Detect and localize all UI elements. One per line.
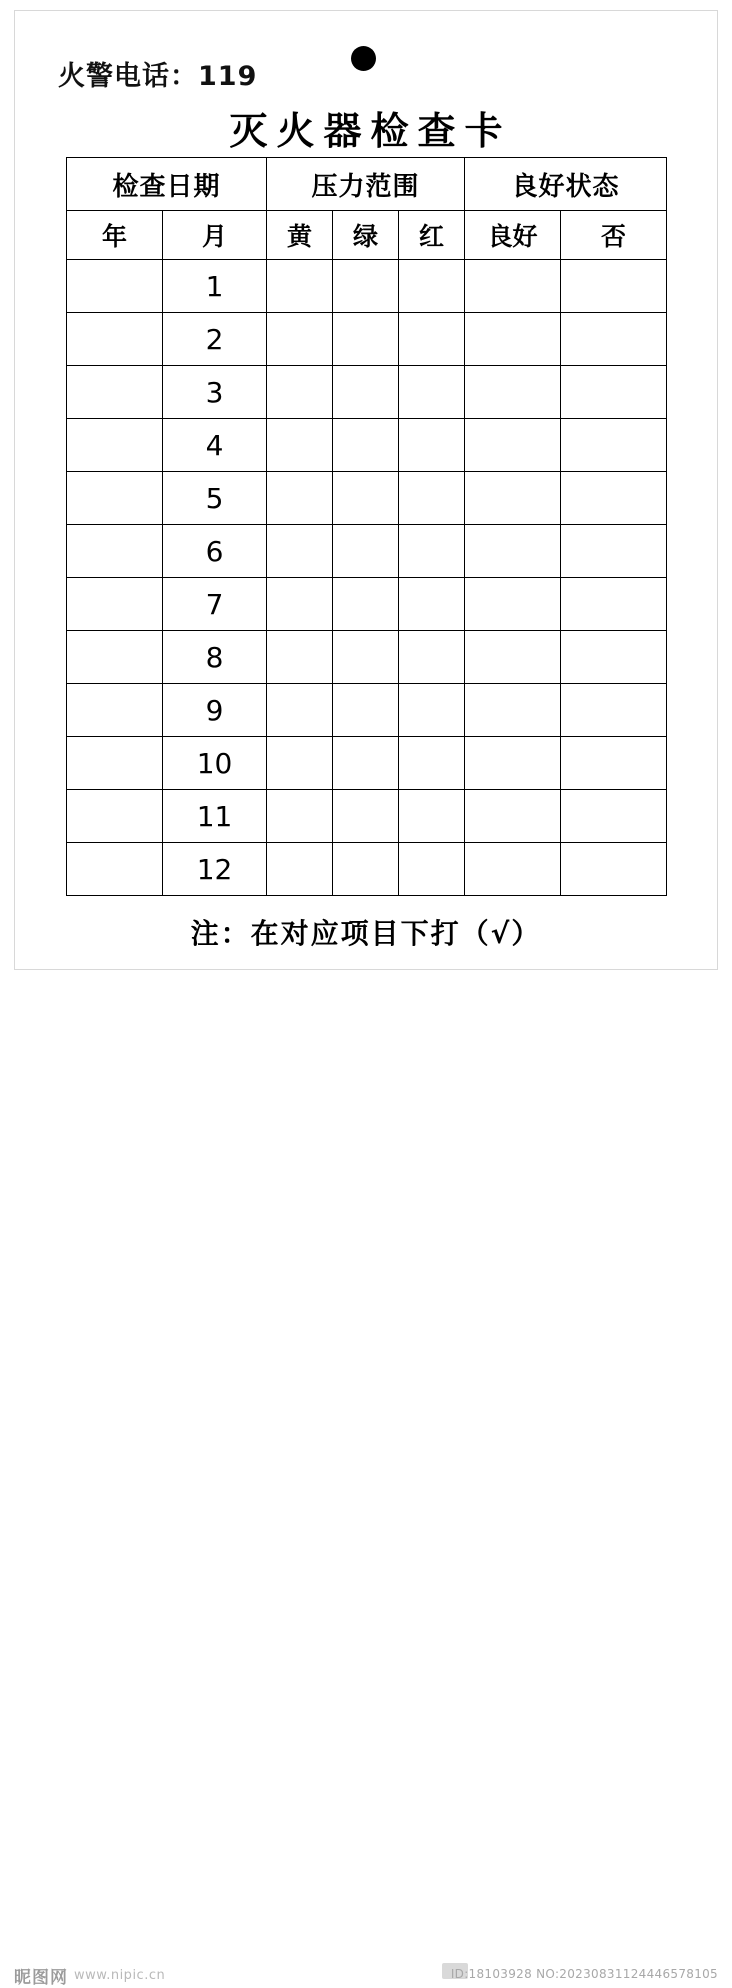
- table-row: [67, 366, 667, 419]
- cell-green[interactable]: [333, 525, 399, 578]
- cell-yellow[interactable]: [267, 419, 333, 472]
- cell-no[interactable]: [561, 631, 667, 684]
- column-header-good: 良好: [465, 211, 561, 260]
- table-row: [67, 419, 667, 472]
- table-row: [67, 631, 667, 684]
- cell-green[interactable]: [333, 790, 399, 843]
- cell-month: 5: [163, 472, 267, 525]
- cell-yellow[interactable]: [267, 313, 333, 366]
- column-header-year: 年: [67, 211, 163, 260]
- cell-yellow[interactable]: [267, 578, 333, 631]
- group-header-inspection-date: 检查日期: [67, 158, 267, 211]
- cell-yellow[interactable]: [267, 843, 333, 896]
- cell-green[interactable]: [333, 260, 399, 313]
- cell-no[interactable]: [561, 737, 667, 790]
- cell-red[interactable]: [399, 525, 465, 578]
- cell-green[interactable]: [333, 737, 399, 790]
- cell-no[interactable]: [561, 472, 667, 525]
- cell-month: 6: [163, 525, 267, 578]
- cell-yellow[interactable]: [267, 790, 333, 843]
- punch-hole-icon: [351, 46, 376, 71]
- column-header-red: 红: [399, 211, 465, 260]
- watermark-brand: [14, 1963, 165, 1988]
- table-row: [67, 843, 667, 896]
- note-text: 注：在对应项目下打（√）: [190, 917, 542, 950]
- cell-year[interactable]: [67, 366, 163, 419]
- cell-month: 1: [163, 260, 267, 313]
- cell-red[interactable]: [399, 631, 465, 684]
- cell-month: 9: [163, 684, 267, 737]
- column-header-yellow: 黄: [267, 211, 333, 260]
- table-row: [67, 260, 667, 313]
- cell-month: 11: [163, 790, 267, 843]
- table-group-header-row: [67, 158, 667, 211]
- cell-green[interactable]: [333, 843, 399, 896]
- cell-year[interactable]: [67, 684, 163, 737]
- cell-red[interactable]: [399, 419, 465, 472]
- cell-no[interactable]: [561, 366, 667, 419]
- cell-good[interactable]: [465, 737, 561, 790]
- cell-month: 10: [163, 737, 267, 790]
- cell-good[interactable]: [465, 631, 561, 684]
- cell-good[interactable]: [465, 684, 561, 737]
- cell-month: 3: [163, 366, 267, 419]
- cell-year[interactable]: [67, 843, 163, 896]
- column-header-no: 否: [561, 211, 667, 260]
- table-row: [67, 578, 667, 631]
- column-header-green: 绿: [333, 211, 399, 260]
- cell-month: 12: [163, 843, 267, 896]
- cell-year[interactable]: [67, 419, 163, 472]
- cell-month: 4: [163, 419, 267, 472]
- cell-no[interactable]: [561, 313, 667, 366]
- cell-green[interactable]: [333, 419, 399, 472]
- cell-year[interactable]: [67, 525, 163, 578]
- cell-year[interactable]: [67, 313, 163, 366]
- cell-good[interactable]: [465, 790, 561, 843]
- group-header-good-status: 良好状态: [465, 158, 667, 211]
- cell-yellow[interactable]: [267, 684, 333, 737]
- cell-month: 7: [163, 578, 267, 631]
- cell-red[interactable]: [399, 684, 465, 737]
- fire-alarm-phone-label: 火警电话：119: [58, 61, 258, 92]
- cell-green[interactable]: [333, 684, 399, 737]
- cell-no[interactable]: [561, 684, 667, 737]
- cell-red[interactable]: [399, 260, 465, 313]
- cell-no[interactable]: [561, 525, 667, 578]
- table-sub-header-row: [67, 211, 667, 260]
- cell-good[interactable]: [465, 313, 561, 366]
- cell-red[interactable]: [399, 843, 465, 896]
- cell-year[interactable]: [67, 260, 163, 313]
- cell-no[interactable]: [561, 843, 667, 896]
- table-row: [67, 525, 667, 578]
- table-row: [67, 790, 667, 843]
- group-header-pressure-range: 压力范围: [267, 158, 465, 211]
- cell-no[interactable]: [561, 260, 667, 313]
- table-row: [67, 313, 667, 366]
- cell-good[interactable]: [465, 419, 561, 472]
- cell-year[interactable]: [67, 737, 163, 790]
- cell-yellow[interactable]: [267, 631, 333, 684]
- cell-red[interactable]: [399, 578, 465, 631]
- watermark-id-text: ID:18103928 NO:20230831124446578105: [450, 1967, 718, 1981]
- table-row: [67, 472, 667, 525]
- cell-green[interactable]: [333, 631, 399, 684]
- cell-green[interactable]: [333, 366, 399, 419]
- page-title: 灭火器检查卡: [229, 109, 512, 153]
- cell-no[interactable]: [561, 419, 667, 472]
- cell-yellow[interactable]: [267, 472, 333, 525]
- cell-green[interactable]: [333, 472, 399, 525]
- cell-month: 2: [163, 313, 267, 366]
- cell-red[interactable]: [399, 737, 465, 790]
- cell-yellow[interactable]: [267, 366, 333, 419]
- watermark-logo: 昵图网: [14, 1968, 68, 1988]
- cell-no[interactable]: [561, 578, 667, 631]
- cell-red[interactable]: [399, 366, 465, 419]
- cell-good[interactable]: [465, 260, 561, 313]
- cell-yellow[interactable]: [267, 260, 333, 313]
- cell-good[interactable]: [465, 472, 561, 525]
- inspection-table: [66, 157, 667, 896]
- column-header-month: 月: [163, 211, 267, 260]
- table-row: [67, 684, 667, 737]
- cell-year[interactable]: [67, 790, 163, 843]
- cell-year[interactable]: [67, 472, 163, 525]
- cell-red[interactable]: [399, 313, 465, 366]
- table-row: [67, 737, 667, 790]
- watermark-url: www.nipic.cn: [74, 1968, 166, 1983]
- cell-green[interactable]: [333, 578, 399, 631]
- cell-year[interactable]: [67, 578, 163, 631]
- cell-no[interactable]: [561, 790, 667, 843]
- cell-yellow[interactable]: [267, 525, 333, 578]
- cell-good[interactable]: [465, 525, 561, 578]
- watermark-footer: [0, 975, 732, 1988]
- cell-good[interactable]: [465, 366, 561, 419]
- cell-red[interactable]: [399, 790, 465, 843]
- cell-good[interactable]: [465, 843, 561, 896]
- cell-month: 8: [163, 631, 267, 684]
- cell-year[interactable]: [67, 631, 163, 684]
- cell-good[interactable]: [465, 578, 561, 631]
- cell-red[interactable]: [399, 472, 465, 525]
- cell-green[interactable]: [333, 313, 399, 366]
- cell-yellow[interactable]: [267, 737, 333, 790]
